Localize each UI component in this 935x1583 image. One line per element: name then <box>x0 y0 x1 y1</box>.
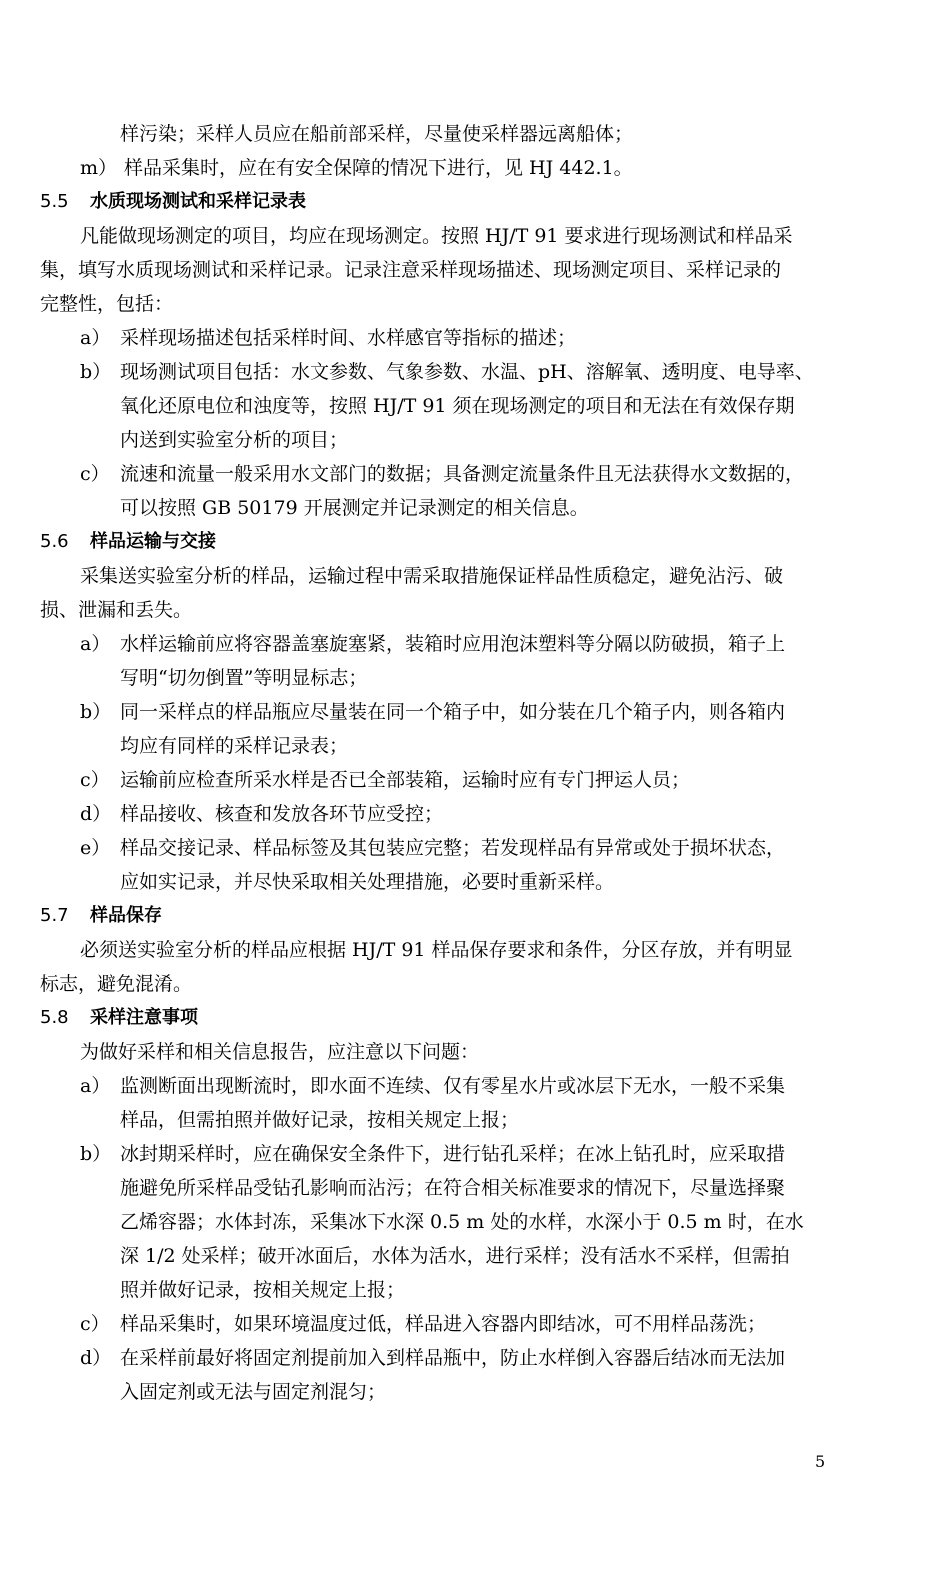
paragraph-line: 完整性，包括： <box>40 293 174 315</box>
list-label: b） <box>80 361 112 383</box>
paragraph-line: 必须送实验室分析的样品应根据 HJ/T 91 样品保存要求和条件，分区存放，并有明显 <box>80 939 793 961</box>
list-label: b） <box>80 1143 112 1165</box>
list-item-d: d） 样品接收、核查和发放各环节应受控； <box>0 797 935 831</box>
list-item-b: b） 冰封期采样时，应在确保安全条件下，进行钻孔采样；在冰上钻孔时，应采取措 <box>0 1137 935 1171</box>
list-label: c） <box>80 769 110 791</box>
list-item-a: a） 监测断面出现断流时，即水面不连续、仅有零星水片或冰层下无水，一般不采集 <box>0 1069 935 1103</box>
section-heading-5-7: 5.7 样品保存 <box>40 905 162 926</box>
list-item-b: b） 同一采样点的样品瓶应尽量装在同一个箱子中，如分装在几个箱子内，则各箱内 <box>0 695 935 729</box>
section-heading-5-6: 5.6 样品运输与交接 <box>40 531 216 552</box>
list-label: m） <box>80 157 118 179</box>
list-item-continuation: 乙烯容器；水体封冻，采集冰下水深 0.5 m 处的水样，水深小于 0.5 m 时，在水 <box>120 1211 804 1233</box>
list-label: e） <box>80 837 111 859</box>
list-item-a: a） 采样现场描述包括采样时间、水样感官等指标的描述； <box>0 321 935 355</box>
paragraph-line: 采集送实验室分析的样品，运输过程中需采取措施保证样品性质稳定，避免沾污、破 <box>80 565 784 587</box>
list-label: a） <box>80 1075 111 1097</box>
list-item-continuation: 入固定剂或无法与固定剂混匀； <box>120 1381 387 1403</box>
list-item-continuation: 施避免所采样品受钻孔影响而沾污；在符合相关标准要求的情况下，尽量选择聚 <box>120 1177 786 1199</box>
paragraph-line: 标志，避免混淆。 <box>40 973 193 995</box>
paragraph-line: 凡能做现场测定的项目，均应在现场测定。按照 HJ/T 91 要求进行现场测试和样品采 <box>80 225 793 247</box>
list-item-continuation: 照并做好记录，按相关规定上报； <box>120 1279 406 1301</box>
list-item-continuation: 写明“切勿倒置”等明显标志； <box>120 667 368 689</box>
list-item-e: e） 样品交接记录、样品标签及其包装应完整；若发现样品有异常或处于损坏状态， <box>0 831 935 865</box>
list-item-m: m） 样品采集时，应在有安全保障的情况下进行，见 HJ 442.1。 <box>0 151 935 185</box>
paragraph-line: 集，填写水质现场测试和采样记录。记录注意采样现场描述、现场测定项目、采样记录的 <box>40 259 782 281</box>
paragraph-line: 样污染；采样人员应在船前部采样，尽量使采样器远离船体； <box>120 123 634 145</box>
list-label: d） <box>80 1347 112 1369</box>
list-item-continuation: 内送到实验室分析的项目； <box>120 429 349 451</box>
section-heading-5-8: 5.8 采样注意事项 <box>40 1007 198 1028</box>
list-label: a） <box>80 327 111 349</box>
list-item-c: c） 流速和流量一般采用水文部门的数据；具备测定流量条件且无法获得水文数据的， <box>0 457 935 491</box>
list-item-continuation: 均应有同样的采样记录表； <box>120 735 349 757</box>
list-item-continuation: 应如实记录，并尽快采取相关处理措施，必要时重新采样。 <box>120 871 615 893</box>
paragraph-line: 为做好采样和相关信息报告，应注意以下问题： <box>80 1041 480 1063</box>
section-heading-5-5: 5.5 水质现场测试和采样记录表 <box>40 191 306 212</box>
list-item-d: d） 在采样前最好将固定剂提前加入到样品瓶中，防止水样倒入容器后结冰而无法加 <box>0 1341 935 1375</box>
list-item-c: c） 运输前应检查所采水样是否已全部装箱，运输时应有专门押运人员； <box>0 763 935 797</box>
list-label: a） <box>80 633 111 655</box>
paragraph-line: 损、泄漏和丢失。 <box>40 599 193 621</box>
list-item-continuation: 深 1/2 处采样；破开冰面后，水体为活水，进行采样；没有活水不采样，但需拍 <box>120 1245 790 1267</box>
list-label: d） <box>80 803 112 825</box>
list-label: b） <box>80 701 112 723</box>
list-label: c） <box>80 1313 110 1335</box>
list-item-c: c） 样品采集时，如果环境温度过低，样品进入容器内即结冰，可不用样品荡洗； <box>0 1307 935 1341</box>
list-item-b: b） 现场测试项目包括：水文参数、气象参数、水温、pH、溶解氧、透明度、电导率、 <box>0 355 935 389</box>
list-item-continuation: 样品，但需拍照并做好记录，按相关规定上报； <box>120 1109 520 1131</box>
list-item-a: a） 水样运输前应将容器盖塞旋塞紧，装箱时应用泡沫塑料等分隔以防破损，箱子上 <box>0 627 935 661</box>
list-label: c） <box>80 463 110 485</box>
list-item-continuation: 可以按照 GB 50179 开展测定并记录测定的相关信息。 <box>120 497 589 519</box>
page-number: 5 <box>815 1452 826 1471</box>
list-item-continuation: 氧化还原电位和浊度等，按照 HJ/T 91 须在现场测定的项目和无法在有效保存期 <box>120 395 795 417</box>
